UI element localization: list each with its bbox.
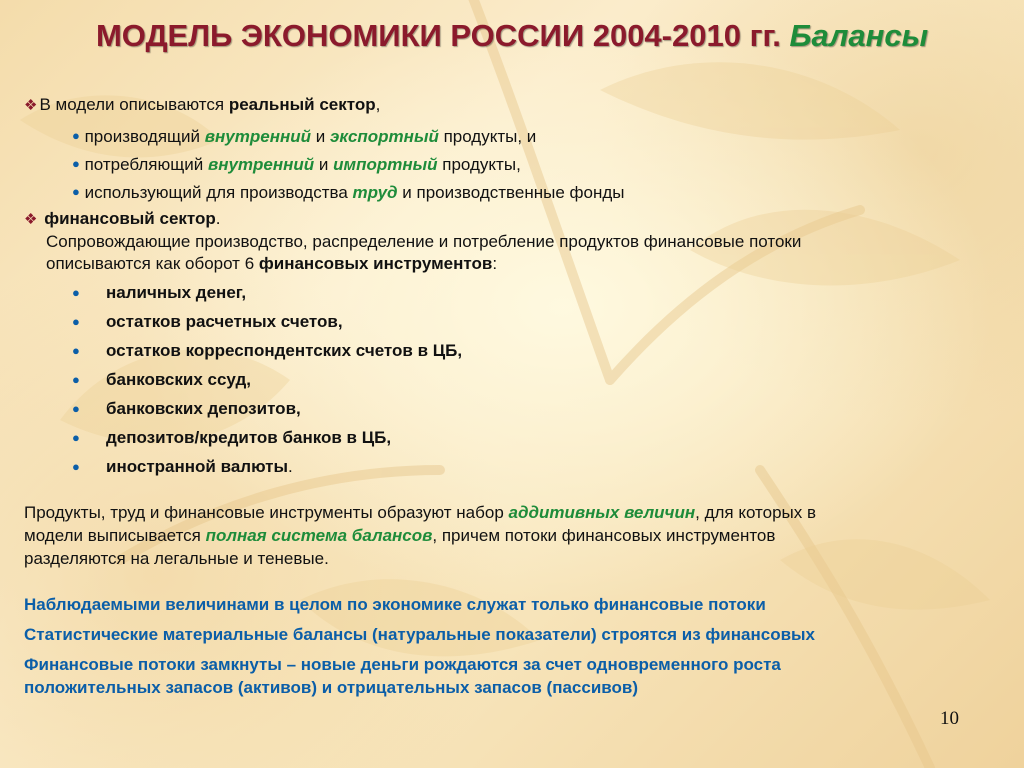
page-number: 10 — [940, 708, 959, 729]
bullet-icon: ● — [72, 459, 80, 474]
instrument-item: банковских ссуд, — [106, 370, 251, 389]
bullet-icon: ● — [72, 430, 80, 445]
financial-sector-desc-2: описываются как оборот 6 финансовых инструментов: — [46, 254, 498, 273]
financial-sector-desc-1: Сопровождающие производство, распределение и потребление продуктов финансовые потоки — [46, 232, 802, 251]
instrument-item: остатков расчетных счетов, — [106, 312, 343, 331]
instrument-item: остатков корреспондентских счетов в ЦБ, — [106, 341, 463, 360]
additive-paragraph-1: Продукты, труд и финансовые инструменты образуют набор аддитивных величин, для которых в — [24, 503, 817, 522]
financial-sector-heading: ❖ финансовый сектор. — [24, 209, 221, 228]
real-sector-line-3: ● использующий для производства труд и производственные фонды — [72, 183, 625, 202]
bullet-icon: ● — [72, 285, 80, 300]
real-sector-line-1: ● производящий внутренний и экспортный продукты, и — [72, 127, 537, 146]
instrument-item: депозитов/кредитов банков в ЦБ, — [106, 428, 392, 447]
note-closed-flows-1: Финансовые потоки замкнуты – новые деньги рождаются за счет одновременного роста — [24, 655, 781, 674]
diamond-bullet-icon: ❖ — [24, 211, 38, 228]
bullet-icon: ● — [72, 343, 80, 358]
bullet-icon: ● — [72, 184, 80, 199]
bullet-icon: ● — [72, 401, 80, 416]
real-sector-intro: ❖ В модели описываются реальный сектор, — [24, 95, 381, 114]
title-main: МОДЕЛЬ ЭКОНОМИКИ РОССИИ 2004-2010 гг. — [95, 18, 781, 53]
bullet-icon: ● — [72, 156, 80, 171]
diamond-bullet-icon: ❖ — [24, 97, 38, 114]
instrument-item: банковских депозитов, — [106, 399, 301, 418]
title-subtitle: Балансы — [789, 18, 929, 53]
bullet-icon: ● — [72, 314, 80, 329]
note-closed-flows-2: положительных запасов (активов) и отрицательных запасов (пассивов) — [24, 678, 639, 697]
instrument-item: иностранной валюты. — [106, 457, 293, 476]
bullet-icon: ● — [72, 128, 80, 143]
instrument-item: наличных денег, — [106, 283, 247, 302]
note-material-balances: Статистические материальные балансы (натуральные показатели) строятся из финансовых — [24, 625, 815, 644]
additive-paragraph-3: разделяются на легальные и теневые. — [24, 549, 329, 568]
real-sector-line-2: ● потребляющий внутренний и импортный продукты, — [72, 155, 521, 174]
note-observable-flows: Наблюдаемыми величинами в целом по экономике служат только финансовые потоки — [24, 595, 766, 614]
additive-paragraph-2: модели выписывается полная система балансов, причем потоки финансовых инструментов — [24, 526, 776, 545]
slide-title — [0, 18, 1024, 54]
bullet-icon: ● — [72, 372, 80, 387]
